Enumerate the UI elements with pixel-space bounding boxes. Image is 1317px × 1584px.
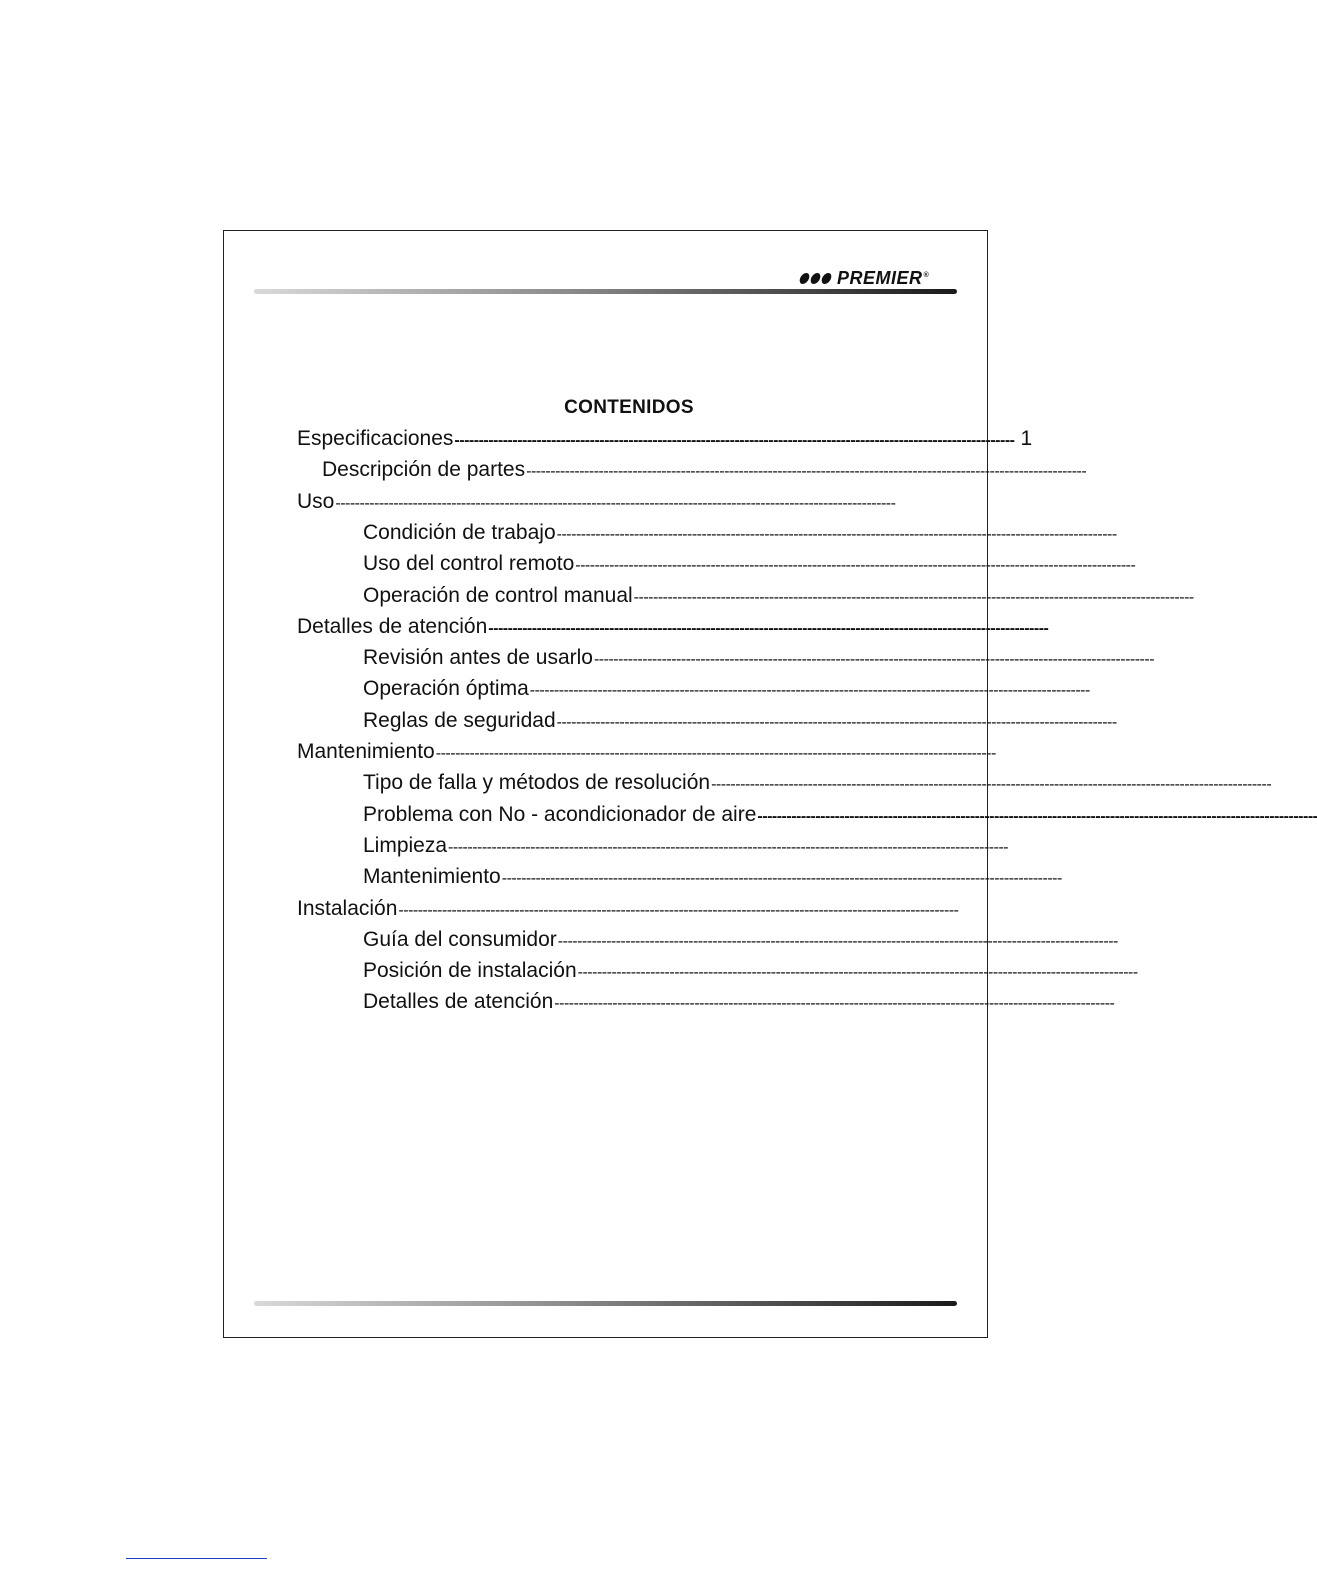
toc-dot-leader: -------------------------------------------------------------------------------------------------------------------- [633,588,1194,606]
toc-entry[interactable] [363,771,1272,802]
toc-entry[interactable] [363,520,1117,552]
toc-entry-label: Operación de control manual [363,583,633,607]
toc-dot-leader: -------------------------------------------------------------------------------------------------------------------- [529,682,1090,700]
toc-entry[interactable] [297,614,1049,646]
toc-dot-leader: -------------------------------------------------------------------------------------------------------------------- [398,901,959,919]
toc-entry-label: Tipo de falla y métodos de resolución [363,771,711,795]
logo-dots-icon [800,273,831,284]
header-rule [254,289,957,294]
toc-page-number: 1 [1020,427,1033,450]
premier-logo [800,267,929,289]
toc-entry[interactable] [297,740,996,771]
toc-dot-leader: -------------------------------------------------------------------------------------------------------------------- [335,494,896,512]
toc-entry[interactable] [297,427,1033,458]
toc-entry-label: Condición de trabajo [363,520,556,544]
toc-entry-label: Detalles de atención [297,614,488,638]
toc-entry-label: Limpieza [363,833,448,857]
toc-entry-label: Instalación [297,896,398,920]
toc-dot-leader: -------------------------------------------------------------------------------------------------------------------- [757,807,1317,825]
toc-entry-label: Posición de instalación [363,959,577,983]
toc-entry[interactable] [322,458,1087,489]
toc-entry[interactable] [363,677,1090,708]
footer-link-underline [126,1558,267,1559]
toc-entry-label: Reglas de seguridad [363,708,556,732]
toc-entry[interactable] [363,802,1317,834]
toc-dot-leader: -------------------------------------------------------------------------------------------------------------------- [556,525,1117,543]
toc-entry-label: Detalles de atención [363,990,554,1014]
toc-entry-label: Guía del consumidor [363,927,557,951]
document-page [223,230,1317,1338]
toc-dot-leader: -------------------------------------------------------------------------------------------------------------------- [448,838,1009,856]
toc-dot-leader: -------------------------------------------------------------------------------------------------------------------- [454,432,1015,449]
toc-entry[interactable] [363,959,1138,990]
toc-dot-leader: -------------------------------------------------------------------------------------------------------------------- [526,463,1087,481]
toc-entry[interactable] [363,646,1155,677]
toc-entry[interactable] [297,490,901,521]
toc-entry-label: Uso [297,489,335,513]
toc-entry-label: Operación óptima [363,677,529,701]
toc-entry-label: Especificaciones [297,427,454,450]
toc-entry[interactable] [363,833,1009,865]
toc-entry[interactable] [363,865,1062,896]
toc-entry-label: Revisión antes de usarlo [363,646,593,670]
toc-entry-label: Uso del control remoto [363,552,575,576]
toc-entry[interactable] [363,708,1117,740]
brand-name: PREMIER® [837,267,930,288]
page-title: CONTENIDOS [564,397,694,418]
footer-rule [254,1301,957,1306]
toc-entry[interactable] [363,990,1115,1021]
toc-dot-leader: -------------------------------------------------------------------------------------------------------------------- [557,932,1118,950]
toc-dot-leader: -------------------------------------------------------------------------------------------------------------------- [488,619,1049,637]
toc-dot-leader: -------------------------------------------------------------------------------------------------------------------- [554,995,1115,1013]
toc-dot-leader: -------------------------------------------------------------------------------------------------------------------- [435,745,996,762]
toc-dot-leader: -------------------------------------------------------------------------------------------------------------------- [556,713,1117,731]
toc-entry[interactable] [363,583,1194,615]
toc-entry-label: Descripción de partes [322,458,526,482]
toc-entry-label: Problema con No - acondicionador de aire [363,802,757,826]
toc-entry[interactable] [363,552,1136,583]
toc-dot-leader: -------------------------------------------------------------------------------------------------------------------- [575,557,1136,575]
toc-entry[interactable] [297,896,959,928]
toc-dot-leader: -------------------------------------------------------------------------------------------------------------------- [501,870,1062,888]
toc-entry[interactable] [363,927,1118,959]
toc-dot-leader: -------------------------------------------------------------------------------------------------------------------- [711,776,1272,794]
toc-dot-leader: -------------------------------------------------------------------------------------------------------------------- [577,964,1138,982]
toc-entry-label: Mantenimiento [297,740,435,763]
toc-dot-leader: -------------------------------------------------------------------------------------------------------------------- [593,651,1155,669]
toc-entry-label: Mantenimiento [363,865,501,889]
